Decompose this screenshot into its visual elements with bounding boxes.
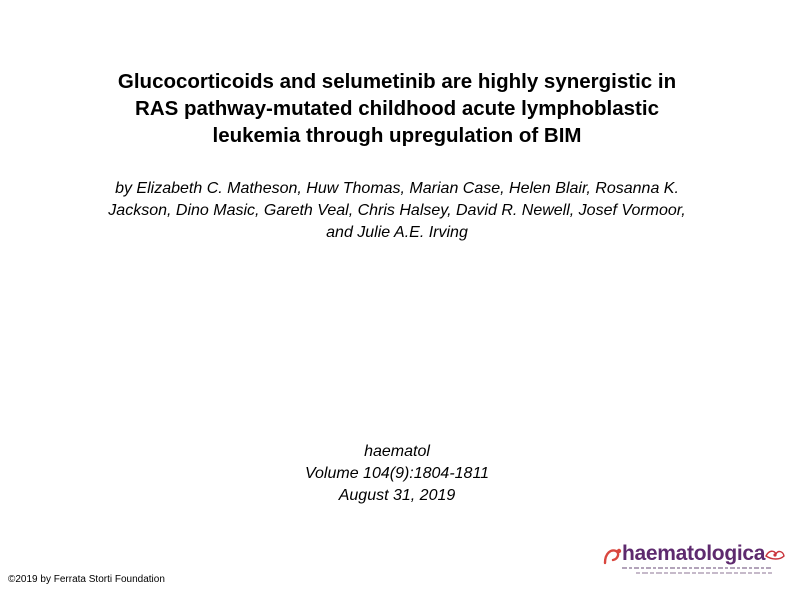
title-line-1: Glucocorticoids and selumetinib are highly synergistic in bbox=[117, 70, 677, 93]
journal-logo-icon bbox=[602, 547, 624, 565]
logo-wordmark: haematologica bbox=[622, 542, 766, 565]
ornament-icon bbox=[764, 547, 786, 563]
article-title bbox=[40, 68, 754, 149]
publication-date: August 31, 2019 bbox=[338, 487, 456, 504]
journal-logo bbox=[598, 543, 788, 577]
citation-block bbox=[197, 441, 597, 507]
authors-line-2: Jackson, Dino Masic, Gareth Veal, Chris Halsey, David R. Newell, Josef Vormoor, bbox=[108, 202, 686, 219]
copyright-notice: ©2019 by Ferrata Storti Foundation bbox=[8, 574, 165, 585]
authors-line-1: by Elizabeth C. Matheson, Huw Thomas, Marian Case, Helen Blair, Rosanna K. bbox=[115, 180, 679, 197]
title-line-3: leukemia through upregulation of BIM bbox=[212, 124, 582, 147]
logo-tagline-graphic bbox=[622, 564, 772, 576]
authors-line-3: and Julie A.E. Irving bbox=[326, 224, 468, 241]
journal-name: haematol bbox=[364, 443, 430, 460]
title-line-2: RAS pathway-mutated childhood acute lymphoblastic bbox=[135, 97, 659, 120]
author-list bbox=[40, 178, 754, 244]
volume-pages: Volume 104(9):1804-1811 bbox=[304, 465, 490, 482]
